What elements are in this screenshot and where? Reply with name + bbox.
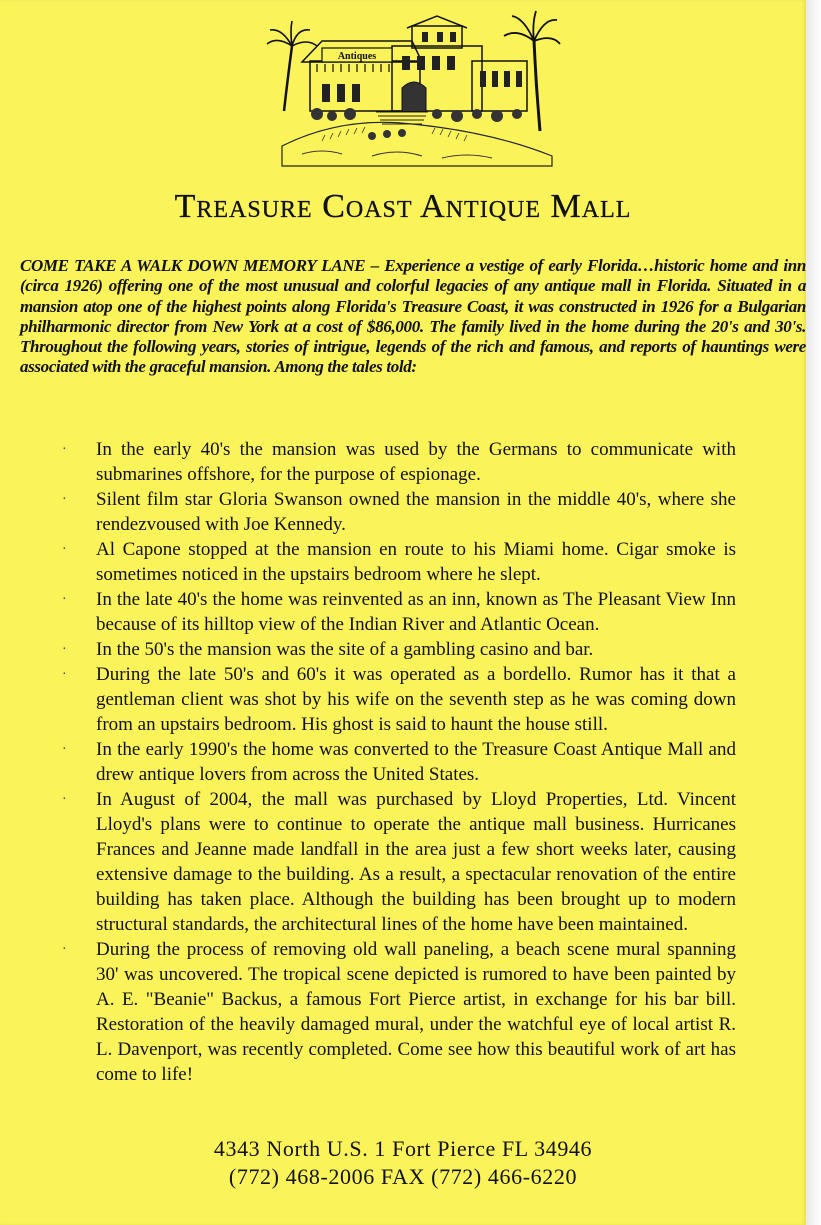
tale-text: In the late 40's the home was reinvented as an inn, known as The Pleasant View Inn because of its hilltop view of the Indian River and Atlantic Ocean. <box>96 589 736 635</box>
page-title: Treasure Coast Antique Mall <box>174 188 632 225</box>
list-item <box>62 637 736 662</box>
tale-text: In the early 1990's the home was converted to the Treasure Coast Antique Mall and drew antique lovers from across the United States. <box>96 739 736 785</box>
bullet-dot-icon: · <box>62 592 67 607</box>
mansion-illustration-icon <box>262 6 562 176</box>
list-item <box>62 737 736 787</box>
list-item <box>62 537 736 587</box>
tale-text: Al Capone stopped at the mansion en route to his Miami home. Cigar smoke is sometimes noticed in the upstairs bedroom where he slept. <box>96 539 736 585</box>
intro-body: – Experience a vestige of early Florida…historic home and inn (circa 1926) offering one of the most unusual and colorful legacies of any antique mall in Florida. Situated in a mansion atop one of the highest points along Florida's Treasure Coast, it was constructed in 1926 for a Bulgarian philharmonic director from New York at a cost of $86,000. The family lived in the home during the 20's and 30's. Throughout the following years, stories of intrigue, legends of the rich and famous, and reports of hauntings were associated with the graceful mansion. Among the tales told: <box>20 256 807 377</box>
list-item <box>62 587 736 637</box>
bullet-dot-icon: · <box>62 492 67 507</box>
bullet-dot-icon: · <box>62 442 67 457</box>
list-item <box>62 787 736 937</box>
address-line: 4343 North U.S. 1 Fort Pierce FL 34946 <box>213 1136 593 1161</box>
phone-line: (772) 468-2006 FAX (772) 466-6220 <box>228 1164 578 1189</box>
bullet-dot-icon: · <box>62 742 67 757</box>
tale-text: Silent film star Gloria Swanson owned the mansion in the middle 40's, where she rendezvoused with Joe Kennedy. <box>96 489 736 535</box>
list-item <box>62 487 736 537</box>
tale-text: During the late 50's and 60's it was operated as a bordello. Rumor has it that a gentleman client was shot by his wife on the seventh step as he was coming down from an upstairs bedroom. His ghost is said to haunt the house still. <box>96 664 736 735</box>
logo-sign-text: Antiques <box>337 51 377 62</box>
list-item <box>62 437 736 487</box>
tale-text: In August of 2004, the mall was purchased by Lloyd Properties, Ltd. Vincent Lloyd's plans were to continue to operate the antique mall business. Hurricanes Frances and Jeanne made landfall in the area just a few short weeks later, causing extensive damage to the building. As a result, a spectacular renovation of the entire building has taken place. Although the building has been brought up to modern structural standards, the architectural lines of the home have been maintained. <box>96 789 736 935</box>
bullet-dot-icon: · <box>62 792 67 807</box>
intro-lead: COME TAKE A WALK DOWN MEMORY LANE <box>20 256 366 275</box>
bullet-dot-icon: · <box>62 642 67 657</box>
paper-edge <box>806 0 821 1225</box>
tale-text: In the 50's the mansion was the site of a gambling casino and bar. <box>96 639 594 660</box>
bullet-dot-icon: · <box>62 667 67 682</box>
list-item <box>62 662 736 737</box>
tales-list <box>62 437 736 1087</box>
tale-text: During the process of removing old wall paneling, a beach scene mural spanning 30' was uncovered. The tropical scene depicted is rumored to have been painted by A. E. "Beanie" Backus, a famous Fort Pierce artist, in exchange for his bar bill. Restoration of the heavily damaged mural, under the watchful eye of local artist R. L. Davenport, was recently completed. Come see how this beautiful work of art has come to life! <box>96 939 736 1085</box>
tale-text: In the early 40's the mansion was used by the Germans to communicate with submarines offshore, for the purpose of espionage. <box>96 439 736 485</box>
contact-footer <box>0 1135 806 1191</box>
bullet-dot-icon: · <box>62 942 67 957</box>
list-item <box>62 937 736 1087</box>
bullet-dot-icon: · <box>62 542 67 557</box>
intro-paragraph <box>20 256 806 378</box>
